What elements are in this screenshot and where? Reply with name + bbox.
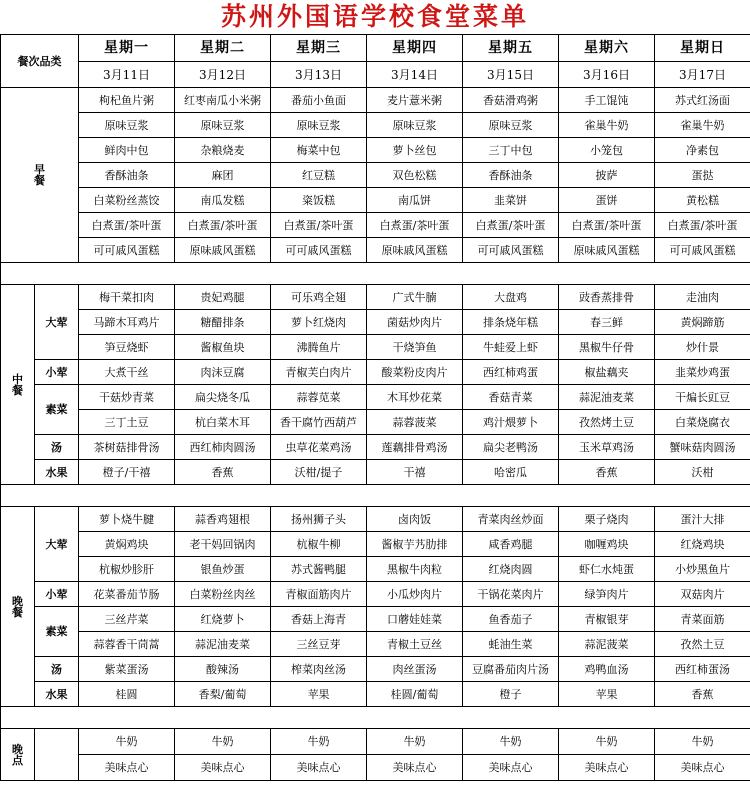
menu-item: 椒盐藕夹 — [559, 360, 655, 385]
menu-item: 蛋饼 — [559, 188, 655, 213]
menu-item: 原味豆浆 — [175, 113, 271, 138]
menu-item: 梅菜中包 — [271, 138, 367, 163]
menu-item: 黄焖鸡块 — [79, 532, 175, 557]
menu-item: 南瓜发糕 — [175, 188, 271, 213]
menu-item: 青椒土豆丝 — [367, 632, 463, 657]
menu-item: 贵妃鸡腿 — [175, 285, 271, 310]
menu-item: 栗子烧肉 — [559, 507, 655, 532]
menu-item: 美味点心 — [463, 755, 559, 781]
menu-item: 蚝油生菜 — [463, 632, 559, 657]
meal-label-char: 早 — [34, 163, 45, 176]
menu-item: 蒜泥菠菜 — [559, 632, 655, 657]
menu-item: 哈密瓜 — [463, 460, 559, 485]
menu-item: 原味戚风蛋糕 — [367, 238, 463, 263]
day-header: 星期三 — [271, 35, 367, 62]
menu-item: 香菇上海青 — [271, 607, 367, 632]
menu-item: 美味点心 — [559, 755, 655, 781]
date-header: 3月11日 — [79, 62, 175, 88]
menu-item: 白煮蛋/茶叶蛋 — [655, 213, 750, 238]
menu-item: 牛奶 — [175, 729, 271, 755]
menu-item: 杭椒牛柳 — [271, 532, 367, 557]
menu-item: 鸡汁煨萝卜 — [463, 410, 559, 435]
category-label: 汤 — [35, 657, 79, 682]
category-label: 素菜 — [35, 607, 79, 657]
menu-item: 麦片薏米粥 — [367, 88, 463, 113]
menu-item: 苏式酱鸭腿 — [271, 557, 367, 582]
menu-item: 桂圆 — [79, 682, 175, 707]
menu-item: 青椒芙白肉片 — [271, 360, 367, 385]
menu-title: 苏州外国语学校食堂菜单 — [220, 2, 529, 31]
category-label: 大荤 — [35, 285, 79, 360]
menu-item: 肉沫豆腐 — [175, 360, 271, 385]
menu-item: 韭菜炒鸡蛋 — [655, 360, 750, 385]
category-label: 大荤 — [35, 507, 79, 582]
menu-item: 三丁土豆 — [79, 410, 175, 435]
menu-item: 青菜面筋 — [655, 607, 750, 632]
menu-item: 小笼包 — [559, 138, 655, 163]
menu-item: 口蘑娃娃菜 — [367, 607, 463, 632]
menu-item: 红烧鸡块 — [655, 532, 750, 557]
menu-item: 枸杞鱼片粥 — [79, 88, 175, 113]
category-label: 小荤 — [35, 360, 79, 385]
menu-item: 黄松糕 — [655, 188, 750, 213]
meal-label-char: 晚 — [12, 742, 23, 756]
menu-item: 走油肉 — [655, 285, 750, 310]
menu-item: 可可戚风蛋糕 — [79, 238, 175, 263]
menu-item: 虫草花菜鸡汤 — [271, 435, 367, 460]
section-divider — [1, 485, 750, 507]
menu-item: 杭白菜木耳 — [175, 410, 271, 435]
meal-label-char: 餐 — [34, 174, 45, 187]
menu-item: 蟹味菇肉圆汤 — [655, 435, 750, 460]
menu-item: 肉丝蛋汤 — [367, 657, 463, 682]
breakfast-label — [1, 88, 79, 263]
category-label: 水果 — [35, 682, 79, 707]
menu-item: 原味豆浆 — [79, 113, 175, 138]
menu-item: 酱椒鱼块 — [175, 335, 271, 360]
menu-item: 沃柑/提子 — [271, 460, 367, 485]
menu-item: 可可戚风蛋糕 — [655, 238, 750, 263]
menu-item: 青椒银芽 — [559, 607, 655, 632]
menu-item: 白煮蛋/茶叶蛋 — [79, 213, 175, 238]
menu-item: 雀巢牛奶 — [655, 113, 750, 138]
menu-item: 老干妈回锅肉 — [175, 532, 271, 557]
menu-item: 笋豆烧虾 — [79, 335, 175, 360]
menu-item: 美味点心 — [655, 755, 750, 781]
menu-item: 南瓜饼 — [367, 188, 463, 213]
menu-item: 广式牛腩 — [367, 285, 463, 310]
menu-item: 苏式红汤面 — [655, 88, 750, 113]
menu-item: 马蹄木耳鸡片 — [79, 310, 175, 335]
menu-item: 酱椒芋艿肋排 — [367, 532, 463, 557]
menu-item: 糖醋排条 — [175, 310, 271, 335]
day-header: 星期五 — [463, 35, 559, 62]
menu-item: 排条烧年糕 — [463, 310, 559, 335]
menu-item: 牛蛙爱上虾 — [463, 335, 559, 360]
menu-item: 杂粮烧麦 — [175, 138, 271, 163]
date-header: 3月12日 — [175, 62, 271, 88]
menu-item: 黑椒牛肉粒 — [367, 557, 463, 582]
menu-table — [0, 34, 750, 781]
menu-item: 花菜番茄节肠 — [79, 582, 175, 607]
date-header: 3月14日 — [367, 62, 463, 88]
menu-item: 白菜粉丝肉丝 — [175, 582, 271, 607]
menu-item: 萝卜丝包 — [367, 138, 463, 163]
menu-item: 香酥油条 — [463, 163, 559, 188]
menu-item: 萝卜烧牛腱 — [79, 507, 175, 532]
menu-item: 干锅花菜肉片 — [463, 582, 559, 607]
menu-item: 大盘鸡 — [463, 285, 559, 310]
menu-item: 青菜肉丝炒面 — [463, 507, 559, 532]
menu-item: 沃柑 — [655, 460, 750, 485]
menu-item: 牛奶 — [367, 729, 463, 755]
day-header: 星期六 — [559, 35, 655, 62]
menu-item: 咖喱鸡块 — [559, 532, 655, 557]
menu-item: 白煮蛋/茶叶蛋 — [463, 213, 559, 238]
menu-item: 榨菜肉丝汤 — [271, 657, 367, 682]
snack-label — [1, 729, 35, 781]
menu-item: 美味点心 — [175, 755, 271, 781]
menu-item: 美味点心 — [271, 755, 367, 781]
menu-item: 干菇炒青菜 — [79, 385, 175, 410]
menu-item: 大煮干丝 — [79, 360, 175, 385]
menu-item: 咸香鸡腿 — [463, 532, 559, 557]
menu-item: 番茄小鱼面 — [271, 88, 367, 113]
menu-item: 蛋挞 — [655, 163, 750, 188]
menu-item: 粢饭糕 — [271, 188, 367, 213]
menu-item: 红豆糕 — [271, 163, 367, 188]
menu-item: 白煮蛋/茶叶蛋 — [271, 213, 367, 238]
menu-item: 扁尖老鸭汤 — [463, 435, 559, 460]
menu-item: 蒜蓉苋菜 — [271, 385, 367, 410]
menu-item: 西红柿肉圆汤 — [175, 435, 271, 460]
menu-item: 白煮蛋/茶叶蛋 — [367, 213, 463, 238]
menu-item: 桂圆/葡萄 — [367, 682, 463, 707]
menu-item: 三丁中包 — [463, 138, 559, 163]
meal-label-char: 餐 — [12, 605, 23, 619]
menu-item: 香梨/葡萄 — [175, 682, 271, 707]
menu-item: 萝卜红烧肉 — [271, 310, 367, 335]
menu-item: 酸辣汤 — [175, 657, 271, 682]
menu-item: 豆腐番茄肉片汤 — [463, 657, 559, 682]
menu-item: 手工馄饨 — [559, 88, 655, 113]
day-header: 星期一 — [79, 35, 175, 62]
day-header: 星期二 — [175, 35, 271, 62]
category-empty — [35, 729, 79, 781]
date-header: 3月16日 — [559, 62, 655, 88]
menu-item: 白煮蛋/茶叶蛋 — [175, 213, 271, 238]
menu-item: 蒜泥油麦菜 — [559, 385, 655, 410]
menu-item: 西红柿鸡蛋 — [463, 360, 559, 385]
menu-item: 白煮蛋/茶叶蛋 — [559, 213, 655, 238]
menu-item: 蒜香鸡翅根 — [175, 507, 271, 532]
day-header: 星期日 — [655, 35, 750, 62]
menu-item: 卤肉饭 — [367, 507, 463, 532]
menu-item: 原味豆浆 — [463, 113, 559, 138]
menu-item: 西红柿蛋汤 — [655, 657, 750, 682]
menu-item: 杭椒炒胗肝 — [79, 557, 175, 582]
section-divider — [1, 707, 750, 729]
menu-item: 可可戚风蛋糕 — [463, 238, 559, 263]
category-label: 素菜 — [35, 385, 79, 435]
menu-item: 干烧笋鱼 — [367, 335, 463, 360]
menu-item: 青椒面筋肉片 — [271, 582, 367, 607]
menu-item: 干煸长豇豆 — [655, 385, 750, 410]
menu-item: 豉香蒸排骨 — [559, 285, 655, 310]
category-label: 小荤 — [35, 582, 79, 607]
menu-item: 蒜蓉香干茼蒿 — [79, 632, 175, 657]
menu-item: 酸菜粉皮肉片 — [367, 360, 463, 385]
section-divider — [1, 263, 750, 285]
menu-item: 香蕉 — [655, 682, 750, 707]
menu-item: 披萨 — [559, 163, 655, 188]
menu-item: 梅干菜扣肉 — [79, 285, 175, 310]
menu-item: 牛奶 — [655, 729, 750, 755]
date-header: 3月15日 — [463, 62, 559, 88]
menu-item: 雀巢牛奶 — [559, 113, 655, 138]
menu-item: 白菜粉丝蒸饺 — [79, 188, 175, 213]
menu-item: 菌菇炒肉片 — [367, 310, 463, 335]
menu-item: 孜然烤土豆 — [559, 410, 655, 435]
menu-item: 红枣南瓜小米粥 — [175, 88, 271, 113]
menu-item: 原味豆浆 — [367, 113, 463, 138]
menu-item: 银鱼炒蛋 — [175, 557, 271, 582]
menu-item: 孜然土豆 — [655, 632, 750, 657]
menu-item: 香干腐竹西葫芦 — [271, 410, 367, 435]
menu-item: 炒什景 — [655, 335, 750, 360]
menu-item: 玉米草鸡汤 — [559, 435, 655, 460]
menu-item: 茶树菇排骨汤 — [79, 435, 175, 460]
menu-item: 干禧 — [367, 460, 463, 485]
date-header: 3月17日 — [655, 62, 750, 88]
menu-item: 橙子 — [463, 682, 559, 707]
menu-item: 美味点心 — [79, 755, 175, 781]
menu-item: 香菇青菜 — [463, 385, 559, 410]
menu-item: 鸡鸭血汤 — [559, 657, 655, 682]
menu-item: 红烧肉圆 — [463, 557, 559, 582]
menu-item: 原味豆浆 — [271, 113, 367, 138]
menu-item: 麻团 — [175, 163, 271, 188]
menu-item: 牛奶 — [79, 729, 175, 755]
menu-item: 绿笋肉片 — [559, 582, 655, 607]
menu-item: 香蕉 — [559, 460, 655, 485]
menu-item: 蒜泥油麦菜 — [175, 632, 271, 657]
date-header: 3月13日 — [271, 62, 367, 88]
menu-item: 橙子/干禧 — [79, 460, 175, 485]
menu-item: 香酥油条 — [79, 163, 175, 188]
menu-item: 三丝芹菜 — [79, 607, 175, 632]
menu-item: 鱼香茄子 — [463, 607, 559, 632]
menu-item: 黄焖蹄筋 — [655, 310, 750, 335]
menu-item: 牛奶 — [271, 729, 367, 755]
day-header: 星期四 — [367, 35, 463, 62]
dinner-label — [1, 507, 35, 707]
menu-item: 鲜肉中包 — [79, 138, 175, 163]
menu-item: 三丝豆芽 — [271, 632, 367, 657]
meal-label-char: 点 — [12, 753, 23, 767]
menu-item: 小炒黑鱼片 — [655, 557, 750, 582]
menu-item: 原味戚风蛋糕 — [175, 238, 271, 263]
menu-item: 白菜烧腐衣 — [655, 410, 750, 435]
lunch-label — [1, 285, 35, 485]
menu-item: 牛奶 — [463, 729, 559, 755]
menu-item: 净素包 — [655, 138, 750, 163]
menu-item: 扬州狮子头 — [271, 507, 367, 532]
menu-item: 黑椒牛仔骨 — [559, 335, 655, 360]
menu-item: 扁尖烧冬瓜 — [175, 385, 271, 410]
menu-item: 蒜蓉菠菜 — [367, 410, 463, 435]
menu-item: 小瓜炒肉片 — [367, 582, 463, 607]
category-label: 汤 — [35, 435, 79, 460]
menu-item: 春三鲜 — [559, 310, 655, 335]
menu-item: 苹果 — [271, 682, 367, 707]
menu-item: 沸腾鱼片 — [271, 335, 367, 360]
menu-item: 虾仁水炖蛋 — [559, 557, 655, 582]
menu-item: 双菇肉片 — [655, 582, 750, 607]
menu-item: 可可戚风蛋糕 — [271, 238, 367, 263]
menu-item: 韭菜饼 — [463, 188, 559, 213]
menu-item: 牛奶 — [559, 729, 655, 755]
menu-item: 木耳炒花菜 — [367, 385, 463, 410]
menu-item: 香蕉 — [175, 460, 271, 485]
menu-item: 苹果 — [559, 682, 655, 707]
meal-label-char: 中 — [12, 372, 23, 386]
menu-item: 紫菜蛋汤 — [79, 657, 175, 682]
menu-item: 莲藕排骨鸡汤 — [367, 435, 463, 460]
menu-item: 双色松糕 — [367, 163, 463, 188]
menu-item: 可乐鸡全翅 — [271, 285, 367, 310]
corner-label: 餐次品类 — [1, 35, 79, 88]
menu-item: 蛋汁大排 — [655, 507, 750, 532]
menu-item: 美味点心 — [367, 755, 463, 781]
meal-label-char: 晚 — [12, 594, 23, 608]
menu-item: 原味戚风蛋糕 — [559, 238, 655, 263]
meal-label-char: 餐 — [12, 383, 23, 397]
menu-item: 香菇滑鸡粥 — [463, 88, 559, 113]
category-label: 水果 — [35, 460, 79, 485]
menu-item: 红烧萝卜 — [175, 607, 271, 632]
